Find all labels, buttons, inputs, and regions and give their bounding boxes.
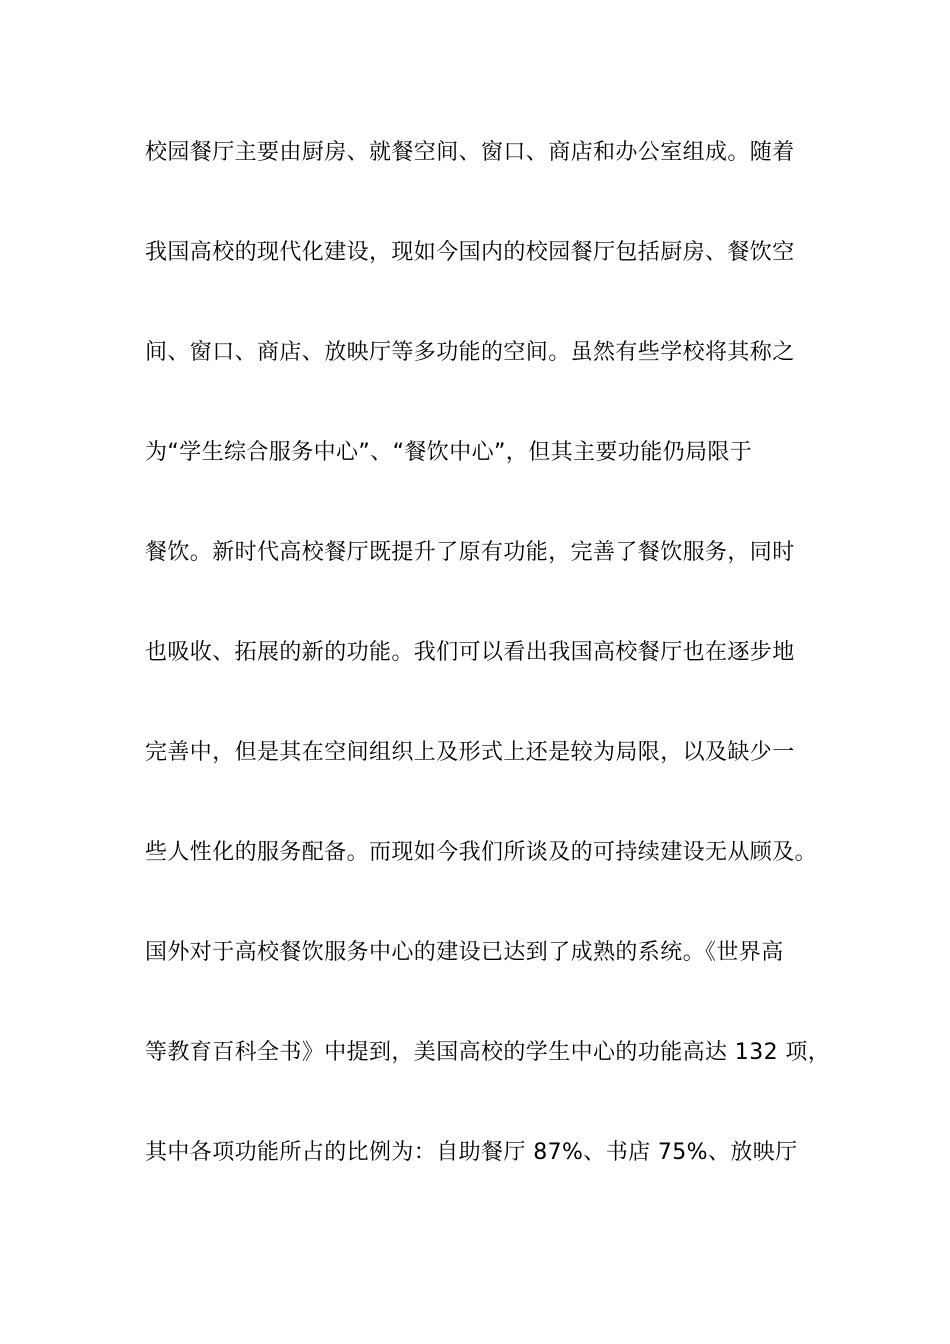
text-line: 等教育百科全书》中提到，美国高校的学生中心的功能高达 132 项， — [145, 1040, 831, 1065]
text-line: 校园餐厅主要由厨房、就餐空间、窗口、商店和办公室组成。随着 — [145, 140, 795, 165]
text-line: 国外对于高校餐饮服务中心的建设已达到了成熟的系统。《世界高 — [145, 940, 784, 965]
body-paragraph — [145, 131, 831, 1231]
text-line: 其中各项功能所占的比例为：自助餐厅 87%、书店 75%、放映厅 — [145, 1140, 798, 1165]
text-line: 餐饮。新时代高校餐厅既提升了原有功能，完善了餐饮服务，同时 — [145, 540, 795, 565]
text-line: 完善中，但是其在空间组织上及形式上还是较为局限，以及缺少一 — [145, 740, 795, 765]
text-line: 我国高校的现代化建设，现如今国内的校园餐厅包括厨房、餐饮空 — [145, 240, 795, 265]
text-line: 为“学生综合服务中心”、“餐饮中心”，但其主要功能仍局限于 — [145, 440, 753, 465]
text-line: 也吸收、拓展的新的功能。我们可以看出我国高校餐厅也在逐步地 — [145, 640, 795, 665]
text-line: 些人性化的服务配备。而现如今我们所谈及的可持续建设无从顾及。 — [145, 840, 818, 865]
text-line: 间、窗口、商店、放映厅等多功能的空间。虽然有些学校将其称之 — [145, 340, 795, 365]
